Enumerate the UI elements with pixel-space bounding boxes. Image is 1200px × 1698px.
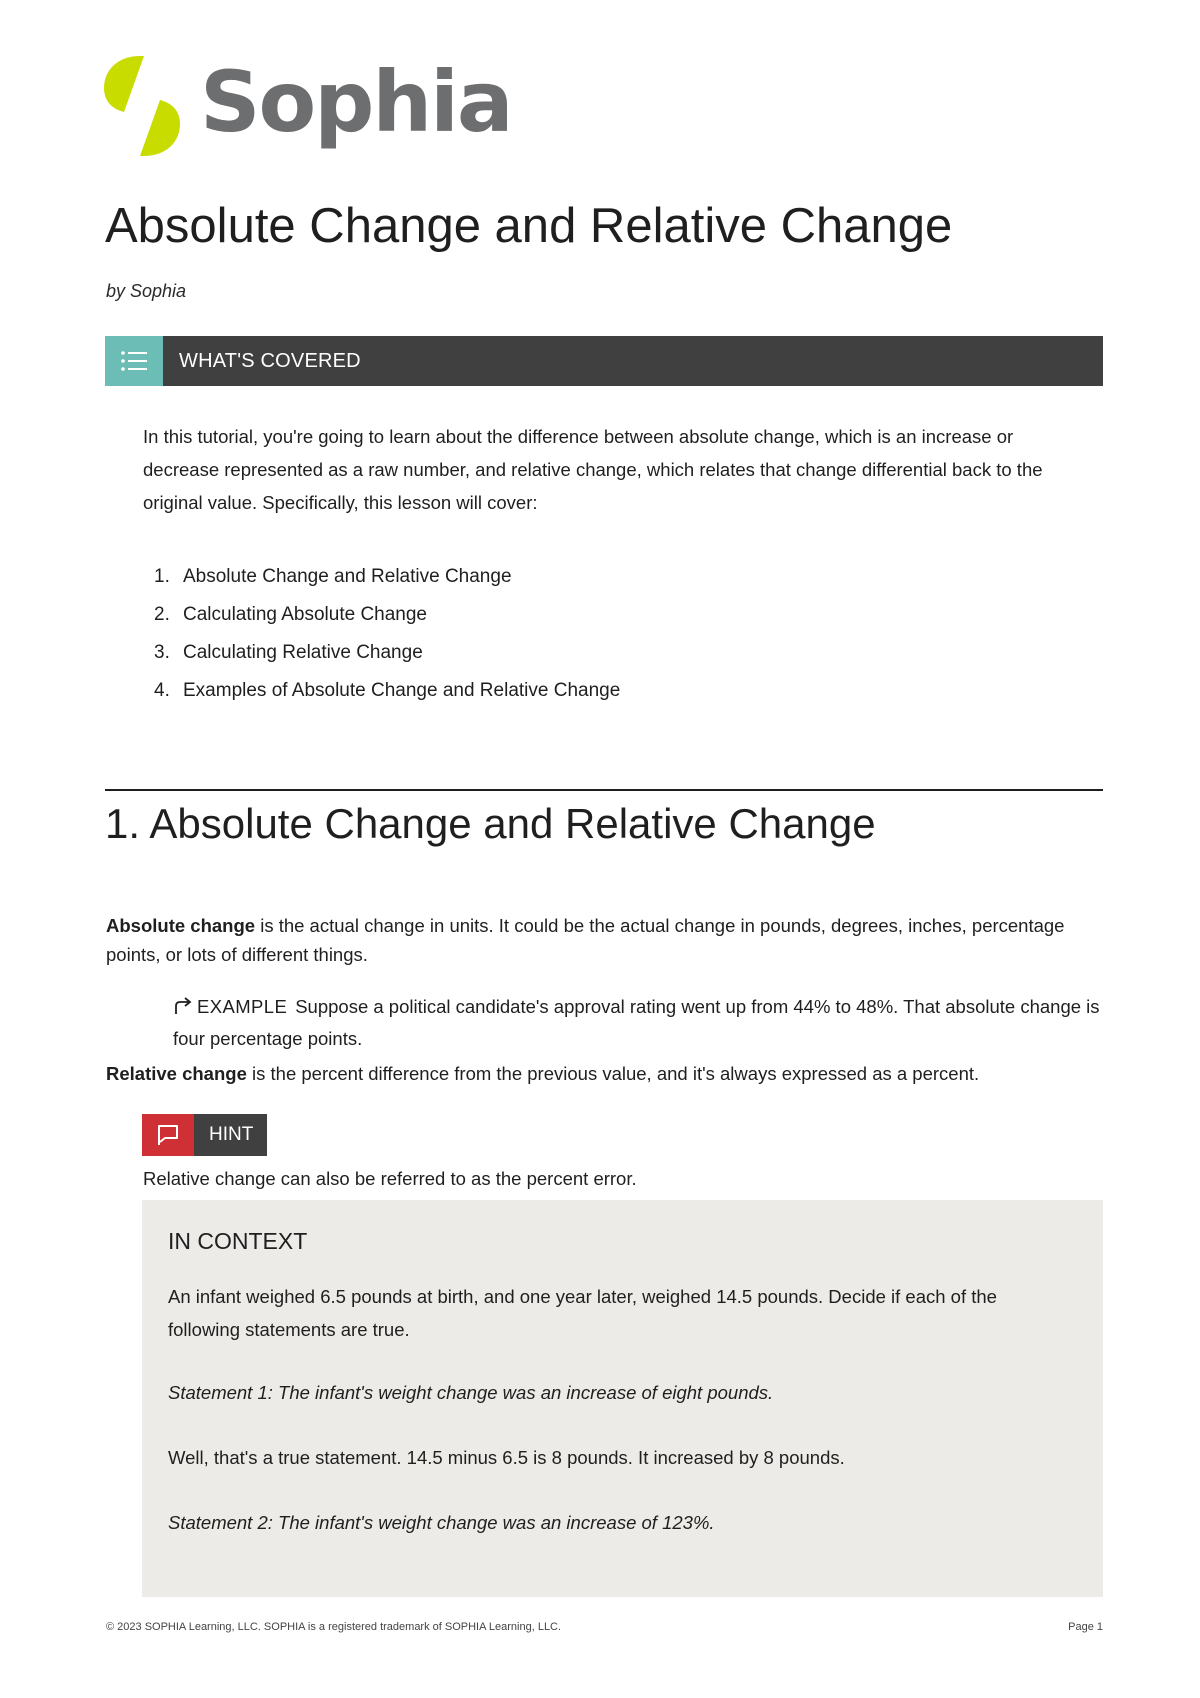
flag-icon [142,1114,194,1156]
in-context-heading: IN CONTEXT [168,1228,308,1254]
outline-item-label: Examples of Absolute Change and Relative Change [183,680,621,701]
in-context-paragraph: An infant weighed 6.5 pounds at birth, and one year later, weighed 14.5 pounds. Decide if each of the following statements are true. [168,1286,997,1340]
outline-item-label: Absolute Change and Relative Change [183,566,512,587]
outline-item-label: Calculating Absolute Change [183,604,428,625]
lesson-outline [154,558,620,710]
outline-item [154,558,620,596]
arrow-turn-right-icon [173,997,193,1015]
example-text: Suppose a political candidate's approval rating went up from 44% to 48%. That absolute change is four percentage points. [173,996,1100,1049]
answer-1: Well, that's a true statement. 14.5 minus 6.5 is 8 pounds. It increased by 8 pounds. [168,1447,845,1468]
hint-text: Relative change can also be referred to as the percent error. [143,1168,637,1189]
document-title: Absolute Change and Relative Change [105,199,953,253]
sophia-wordmark: Sophia [200,53,512,151]
statement-2: Statement 2: The infant's weight change was an increase of 123%. [168,1512,715,1533]
outline-item-number: 3. [154,642,170,663]
example-block [173,991,1108,1055]
in-context-box [142,1200,1103,1597]
sophia-logo-mark-icon [104,54,180,158]
statement-1: Statement 1: The infant's weight change was an increase of eight pounds. [168,1382,774,1403]
section-divider [105,789,1103,791]
outline-item-number: 4. [154,680,170,701]
byline: by Sophia [106,281,187,301]
outline-item [154,672,620,710]
absolute-change-definition [106,911,1096,969]
outline-item [154,634,620,672]
footer-page-number: Page 1 [1068,1621,1103,1633]
outline-item-label: Calculating Relative Change [183,642,423,663]
footer-copyright: © 2023 SOPHIA Learning, LLC. SOPHIA is a registered trademark of SOPHIA Learning, LLC. [106,1621,562,1633]
outline-item [154,596,620,634]
absolute-change-term: Absolute change [106,915,256,936]
relative-change-definition [106,1059,1096,1088]
list-icon [105,336,163,386]
hint-label: HINT [194,1114,267,1156]
whats-covered-label: WHAT'S COVERED [179,349,361,372]
relative-change-text: is the percent difference from the previous value, and it's always expressed as a percent. [246,1063,980,1084]
outline-item-number: 2. [154,604,170,625]
section-title: 1. Absolute Change and Relative Change [105,800,876,847]
outline-item-number: 1. [154,566,170,587]
absolute-change-text: is the actual change in units. It could be the actual change in pounds, degrees, inches, percentage points, or lots of different things. [106,915,1065,965]
hint-badge [142,1114,267,1156]
sophia-logo [104,54,512,158]
whats-covered-banner [105,336,1103,386]
relative-change-term: Relative change [106,1063,247,1084]
intro-paragraph: In this tutorial, you're going to learn about the difference between absolute change, which is an increase or decrease represented as a raw number, and relative change, which relates that change differential back to the original value. Specifically, this lesson will cover: [143,426,1043,513]
example-label: EXAMPLE [197,996,288,1017]
